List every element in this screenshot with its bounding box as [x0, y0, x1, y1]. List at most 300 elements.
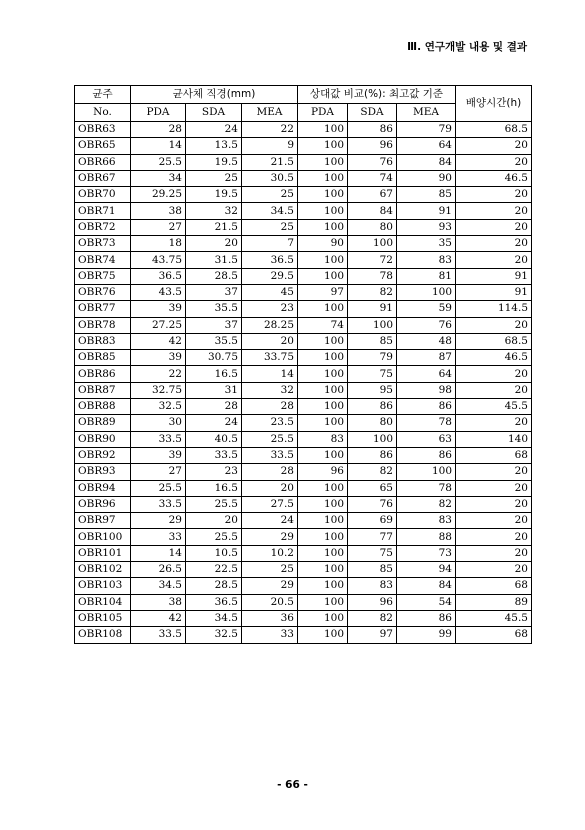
- cell-relative-mea: 64: [397, 138, 456, 154]
- cell-culture-time: 20: [456, 415, 532, 431]
- cell-culture-time: 20: [456, 317, 532, 333]
- page-number: - 66 -: [277, 779, 308, 791]
- table-row: [75, 399, 532, 415]
- header-relative-mea: MEA: [397, 104, 456, 122]
- cell-diameter-sda: 28: [186, 399, 242, 415]
- cell-diameter-pda: 30: [131, 415, 186, 431]
- header-strain-no: No.: [75, 104, 131, 122]
- cell-strain-id: OBR104: [75, 594, 131, 610]
- table-row: [75, 447, 532, 463]
- header-relative-comparison: 상대값 비교(%): 최고값 기준: [298, 86, 456, 104]
- cell-relative-sda: 75: [348, 366, 397, 382]
- cell-relative-mea: 83: [397, 513, 456, 529]
- cell-diameter-mea: 10.2: [242, 545, 298, 561]
- cell-diameter-mea: 28.25: [242, 317, 298, 333]
- cell-relative-pda: 100: [298, 578, 348, 594]
- cell-relative-mea: 48: [397, 333, 456, 349]
- table-row: [75, 252, 532, 268]
- cell-relative-sda: 79: [348, 350, 397, 366]
- header-diameter-mea: MEA: [242, 104, 298, 122]
- cell-culture-time: 20: [456, 529, 532, 545]
- cell-diameter-sda: 21.5: [186, 219, 242, 235]
- cell-diameter-sda: 25.5: [186, 496, 242, 512]
- cell-relative-pda: 100: [298, 382, 348, 398]
- cell-diameter-sda: 30.75: [186, 350, 242, 366]
- table-row: [75, 415, 532, 431]
- cell-relative-mea: 35: [397, 236, 456, 252]
- cell-relative-sda: 76: [348, 496, 397, 512]
- table-row: [75, 301, 532, 317]
- cell-diameter-pda: 34.5: [131, 578, 186, 594]
- cell-diameter-mea: 20: [242, 333, 298, 349]
- cell-strain-id: OBR72: [75, 219, 131, 235]
- cell-diameter-pda: 38: [131, 594, 186, 610]
- cell-relative-mea: 94: [397, 562, 456, 578]
- cell-relative-mea: 98: [397, 382, 456, 398]
- cell-relative-mea: 64: [397, 366, 456, 382]
- cell-culture-time: 20: [456, 513, 532, 529]
- cell-strain-id: OBR105: [75, 610, 131, 626]
- cell-relative-pda: 100: [298, 154, 348, 170]
- cell-diameter-mea: 29.5: [242, 268, 298, 284]
- cell-diameter-mea: 45: [242, 284, 298, 300]
- cell-strain-id: OBR108: [75, 627, 131, 643]
- cell-relative-mea: 90: [397, 170, 456, 186]
- cell-culture-time: 20: [456, 496, 532, 512]
- cell-relative-mea: 99: [397, 627, 456, 643]
- cell-culture-time: 45.5: [456, 610, 532, 626]
- cell-diameter-pda: 34: [131, 170, 186, 186]
- cell-diameter-sda: 25.5: [186, 529, 242, 545]
- table-row: [75, 627, 532, 643]
- cell-diameter-pda: 18: [131, 236, 186, 252]
- cell-diameter-pda: 39: [131, 350, 186, 366]
- cell-diameter-pda: 14: [131, 545, 186, 561]
- cell-strain-id: OBR100: [75, 529, 131, 545]
- cell-strain-id: OBR92: [75, 447, 131, 463]
- cell-relative-sda: 100: [348, 236, 397, 252]
- cell-culture-time: 91: [456, 284, 532, 300]
- cell-culture-time: 20: [456, 154, 532, 170]
- cell-diameter-mea: 34.5: [242, 203, 298, 219]
- cell-diameter-pda: 33: [131, 529, 186, 545]
- cell-relative-pda: 100: [298, 268, 348, 284]
- cell-diameter-mea: 32: [242, 382, 298, 398]
- cell-relative-pda: 100: [298, 138, 348, 154]
- cell-relative-pda: 100: [298, 496, 348, 512]
- cell-strain-id: OBR73: [75, 236, 131, 252]
- cell-relative-pda: 100: [298, 529, 348, 545]
- cell-relative-mea: 85: [397, 187, 456, 203]
- cell-relative-pda: 100: [298, 187, 348, 203]
- cell-diameter-mea: 33.75: [242, 350, 298, 366]
- cell-relative-sda: 91: [348, 301, 397, 317]
- cell-diameter-mea: 9: [242, 138, 298, 154]
- cell-diameter-mea: 20: [242, 480, 298, 496]
- cell-culture-time: 20: [456, 464, 532, 480]
- cell-relative-pda: 100: [298, 301, 348, 317]
- cell-relative-sda: 82: [348, 464, 397, 480]
- header-culture-time: 배양시간(h): [456, 86, 532, 122]
- cell-diameter-sda: 33.5: [186, 447, 242, 463]
- table-row: [75, 513, 532, 529]
- cell-diameter-sda: 16.5: [186, 480, 242, 496]
- cell-relative-pda: 96: [298, 464, 348, 480]
- cell-relative-mea: 88: [397, 529, 456, 545]
- cell-strain-id: OBR63: [75, 122, 131, 138]
- cell-culture-time: 68: [456, 578, 532, 594]
- cell-diameter-pda: 29: [131, 513, 186, 529]
- cell-diameter-pda: 32.75: [131, 382, 186, 398]
- cell-diameter-pda: 14: [131, 138, 186, 154]
- cell-diameter-sda: 19.5: [186, 154, 242, 170]
- cell-culture-time: 20: [456, 366, 532, 382]
- table-row: [75, 496, 532, 512]
- cell-diameter-pda: 29.25: [131, 187, 186, 203]
- cell-diameter-sda: 35.5: [186, 333, 242, 349]
- cell-diameter-pda: 25.5: [131, 154, 186, 170]
- cell-relative-mea: 76: [397, 317, 456, 333]
- cell-relative-sda: 100: [348, 431, 397, 447]
- cell-relative-mea: 59: [397, 301, 456, 317]
- cell-strain-id: OBR83: [75, 333, 131, 349]
- cell-relative-pda: 100: [298, 545, 348, 561]
- cell-diameter-mea: 33.5: [242, 447, 298, 463]
- cell-strain-id: OBR89: [75, 415, 131, 431]
- cell-diameter-mea: 25: [242, 219, 298, 235]
- table-row: [75, 464, 532, 480]
- cell-culture-time: 20: [456, 219, 532, 235]
- cell-culture-time: 46.5: [456, 350, 532, 366]
- cell-culture-time: 20: [456, 236, 532, 252]
- cell-relative-mea: 84: [397, 154, 456, 170]
- cell-diameter-sda: 23: [186, 464, 242, 480]
- cell-diameter-sda: 35.5: [186, 301, 242, 317]
- cell-diameter-pda: 43.5: [131, 284, 186, 300]
- cell-relative-pda: 100: [298, 170, 348, 186]
- cell-culture-time: 20: [456, 382, 532, 398]
- cell-relative-sda: 67: [348, 187, 397, 203]
- cell-diameter-sda: 16.5: [186, 366, 242, 382]
- table-row: [75, 333, 532, 349]
- cell-diameter-pda: 33.5: [131, 431, 186, 447]
- cell-strain-id: OBR96: [75, 496, 131, 512]
- cell-strain-id: OBR102: [75, 562, 131, 578]
- cell-relative-sda: 82: [348, 284, 397, 300]
- cell-diameter-sda: 32.5: [186, 627, 242, 643]
- cell-strain-id: OBR66: [75, 154, 131, 170]
- cell-strain-id: OBR87: [75, 382, 131, 398]
- cell-relative-mea: 100: [397, 464, 456, 480]
- cell-culture-time: 68: [456, 627, 532, 643]
- cell-culture-time: 68.5: [456, 122, 532, 138]
- table-row: [75, 219, 532, 235]
- cell-strain-id: OBR74: [75, 252, 131, 268]
- table-row: [75, 529, 532, 545]
- cell-relative-sda: 72: [348, 252, 397, 268]
- cell-culture-time: 20: [456, 480, 532, 496]
- cell-diameter-mea: 24: [242, 513, 298, 529]
- cell-diameter-pda: 33.5: [131, 627, 186, 643]
- cell-relative-pda: 83: [298, 431, 348, 447]
- table-row: [75, 187, 532, 203]
- cell-strain-id: OBR97: [75, 513, 131, 529]
- cell-diameter-pda: 42: [131, 610, 186, 626]
- cell-diameter-mea: 36.5: [242, 252, 298, 268]
- cell-relative-sda: 83: [348, 578, 397, 594]
- cell-culture-time: 68: [456, 447, 532, 463]
- cell-relative-pda: 100: [298, 480, 348, 496]
- cell-diameter-mea: 36: [242, 610, 298, 626]
- table-row: [75, 284, 532, 300]
- table-row: [75, 431, 532, 447]
- cell-relative-sda: 78: [348, 268, 397, 284]
- cell-relative-pda: 100: [298, 415, 348, 431]
- cell-relative-pda: 100: [298, 513, 348, 529]
- cell-strain-id: OBR75: [75, 268, 131, 284]
- cell-diameter-mea: 22: [242, 122, 298, 138]
- cell-diameter-sda: 31.5: [186, 252, 242, 268]
- cell-culture-time: 140: [456, 431, 532, 447]
- cell-relative-sda: 80: [348, 415, 397, 431]
- cell-relative-sda: 80: [348, 219, 397, 235]
- cell-diameter-sda: 19.5: [186, 187, 242, 203]
- cell-relative-sda: 100: [348, 317, 397, 333]
- table-row: [75, 170, 532, 186]
- cell-relative-mea: 63: [397, 431, 456, 447]
- cell-diameter-mea: 29: [242, 529, 298, 545]
- cell-relative-mea: 86: [397, 610, 456, 626]
- cell-culture-time: 20: [456, 138, 532, 154]
- cell-relative-sda: 86: [348, 122, 397, 138]
- cell-diameter-pda: 39: [131, 301, 186, 317]
- cell-relative-pda: 100: [298, 594, 348, 610]
- table-row: [75, 236, 532, 252]
- cell-relative-pda: 100: [298, 562, 348, 578]
- cell-diameter-mea: 27.5: [242, 496, 298, 512]
- cell-diameter-pda: 32.5: [131, 399, 186, 415]
- cell-diameter-pda: 38: [131, 203, 186, 219]
- cell-diameter-pda: 33.5: [131, 496, 186, 512]
- cell-diameter-sda: 28.5: [186, 578, 242, 594]
- cell-strain-id: OBR101: [75, 545, 131, 561]
- running-header: Ⅲ. 연구개발 내용 및 결과: [407, 41, 527, 53]
- header-mycelium-diameter: 균사체 직경(mm): [131, 86, 298, 104]
- cell-relative-pda: 97: [298, 284, 348, 300]
- cell-diameter-pda: 42: [131, 333, 186, 349]
- table-row: [75, 578, 532, 594]
- cell-relative-mea: 79: [397, 122, 456, 138]
- cell-relative-pda: 100: [298, 366, 348, 382]
- cell-diameter-mea: 23.5: [242, 415, 298, 431]
- cell-diameter-sda: 24: [186, 415, 242, 431]
- cell-relative-sda: 86: [348, 399, 397, 415]
- cell-diameter-sda: 10.5: [186, 545, 242, 561]
- cell-strain-id: OBR103: [75, 578, 131, 594]
- cell-diameter-sda: 34.5: [186, 610, 242, 626]
- cell-relative-sda: 69: [348, 513, 397, 529]
- cell-diameter-pda: 27: [131, 464, 186, 480]
- cell-relative-mea: 86: [397, 447, 456, 463]
- table-row: [75, 122, 532, 138]
- cell-diameter-mea: 30.5: [242, 170, 298, 186]
- cell-strain-id: OBR78: [75, 317, 131, 333]
- table-row: [75, 138, 532, 154]
- cell-relative-mea: 73: [397, 545, 456, 561]
- cell-diameter-mea: 7: [242, 236, 298, 252]
- cell-strain-id: OBR70: [75, 187, 131, 203]
- cell-relative-sda: 76: [348, 154, 397, 170]
- cell-relative-sda: 96: [348, 138, 397, 154]
- cell-diameter-sda: 32: [186, 203, 242, 219]
- cell-culture-time: 20: [456, 187, 532, 203]
- header-diameter-pda: PDA: [131, 104, 186, 122]
- cell-diameter-mea: 28: [242, 399, 298, 415]
- cell-relative-mea: 91: [397, 203, 456, 219]
- cell-relative-sda: 77: [348, 529, 397, 545]
- table-row: [75, 610, 532, 626]
- cell-culture-time: 89: [456, 594, 532, 610]
- cell-diameter-mea: 29: [242, 578, 298, 594]
- header-strain: 균주: [75, 86, 131, 104]
- cell-culture-time: 20: [456, 203, 532, 219]
- cell-culture-time: 68.5: [456, 333, 532, 349]
- cell-diameter-pda: 43.75: [131, 252, 186, 268]
- cell-relative-mea: 100: [397, 284, 456, 300]
- cell-strain-id: OBR67: [75, 170, 131, 186]
- cell-diameter-pda: 27: [131, 219, 186, 235]
- cell-relative-sda: 95: [348, 382, 397, 398]
- cell-diameter-pda: 28: [131, 122, 186, 138]
- cell-strain-id: OBR94: [75, 480, 131, 496]
- cell-diameter-pda: 27.25: [131, 317, 186, 333]
- cell-relative-sda: 74: [348, 170, 397, 186]
- cell-diameter-mea: 33: [242, 627, 298, 643]
- cell-diameter-pda: 22: [131, 366, 186, 382]
- cell-relative-sda: 86: [348, 447, 397, 463]
- cell-relative-mea: 87: [397, 350, 456, 366]
- cell-diameter-sda: 13.5: [186, 138, 242, 154]
- cell-culture-time: 114.5: [456, 301, 532, 317]
- cell-relative-pda: 90: [298, 236, 348, 252]
- table-row: [75, 268, 532, 284]
- cell-diameter-sda: 40.5: [186, 431, 242, 447]
- table-row: [75, 480, 532, 496]
- cell-relative-sda: 82: [348, 610, 397, 626]
- cell-strain-id: OBR93: [75, 464, 131, 480]
- cell-relative-sda: 84: [348, 203, 397, 219]
- cell-diameter-mea: 21.5: [242, 154, 298, 170]
- table-row: [75, 366, 532, 382]
- cell-diameter-sda: 37: [186, 317, 242, 333]
- cell-diameter-mea: 25: [242, 187, 298, 203]
- cell-culture-time: 46.5: [456, 170, 532, 186]
- cell-strain-id: OBR76: [75, 284, 131, 300]
- cell-strain-id: OBR88: [75, 399, 131, 415]
- table-row: [75, 382, 532, 398]
- cell-relative-pda: 100: [298, 122, 348, 138]
- table-row: [75, 545, 532, 561]
- cell-diameter-sda: 25: [186, 170, 242, 186]
- cell-diameter-sda: 37: [186, 284, 242, 300]
- cell-relative-mea: 81: [397, 268, 456, 284]
- cell-diameter-sda: 20: [186, 513, 242, 529]
- table-row: [75, 562, 532, 578]
- cell-diameter-mea: 25: [242, 562, 298, 578]
- table-body: [75, 122, 532, 644]
- cell-strain-id: OBR65: [75, 138, 131, 154]
- cell-strain-id: OBR86: [75, 366, 131, 382]
- cell-diameter-pda: 25.5: [131, 480, 186, 496]
- cell-culture-time: 20: [456, 252, 532, 268]
- header-diameter-sda: SDA: [186, 104, 242, 122]
- cell-diameter-sda: 22.5: [186, 562, 242, 578]
- cell-diameter-mea: 28: [242, 464, 298, 480]
- cell-relative-sda: 85: [348, 333, 397, 349]
- table-row: [75, 350, 532, 366]
- mycelium-diameter-table: [74, 85, 532, 644]
- table-row: [75, 154, 532, 170]
- cell-relative-sda: 85: [348, 562, 397, 578]
- cell-diameter-pda: 36.5: [131, 268, 186, 284]
- cell-relative-sda: 97: [348, 627, 397, 643]
- cell-strain-id: OBR77: [75, 301, 131, 317]
- cell-relative-pda: 100: [298, 399, 348, 415]
- cell-culture-time: 20: [456, 545, 532, 561]
- cell-relative-pda: 100: [298, 252, 348, 268]
- cell-relative-pda: 100: [298, 333, 348, 349]
- cell-diameter-pda: 39: [131, 447, 186, 463]
- cell-strain-id: OBR90: [75, 431, 131, 447]
- cell-relative-pda: 100: [298, 627, 348, 643]
- cell-culture-time: 45.5: [456, 399, 532, 415]
- table-row: [75, 594, 532, 610]
- cell-diameter-sda: 31: [186, 382, 242, 398]
- cell-diameter-mea: 23: [242, 301, 298, 317]
- cell-diameter-mea: 25.5: [242, 431, 298, 447]
- cell-relative-pda: 100: [298, 610, 348, 626]
- cell-culture-time: 20: [456, 562, 532, 578]
- cell-relative-mea: 83: [397, 252, 456, 268]
- cell-diameter-mea: 20.5: [242, 594, 298, 610]
- cell-relative-mea: 78: [397, 480, 456, 496]
- cell-relative-sda: 75: [348, 545, 397, 561]
- cell-relative-mea: 93: [397, 219, 456, 235]
- cell-diameter-sda: 20: [186, 236, 242, 252]
- cell-diameter-sda: 36.5: [186, 594, 242, 610]
- cell-relative-pda: 100: [298, 447, 348, 463]
- cell-relative-pda: 100: [298, 219, 348, 235]
- cell-relative-sda: 96: [348, 594, 397, 610]
- cell-relative-pda: 100: [298, 203, 348, 219]
- cell-relative-pda: 100: [298, 350, 348, 366]
- table-row: [75, 317, 532, 333]
- cell-strain-id: OBR85: [75, 350, 131, 366]
- header-relative-sda: SDA: [348, 104, 397, 122]
- cell-relative-sda: 65: [348, 480, 397, 496]
- cell-diameter-pda: 26.5: [131, 562, 186, 578]
- cell-diameter-sda: 24: [186, 122, 242, 138]
- cell-relative-mea: 86: [397, 399, 456, 415]
- cell-relative-mea: 82: [397, 496, 456, 512]
- cell-culture-time: 91: [456, 268, 532, 284]
- cell-relative-mea: 54: [397, 594, 456, 610]
- table-row: [75, 203, 532, 219]
- cell-diameter-sda: 28.5: [186, 268, 242, 284]
- cell-relative-mea: 84: [397, 578, 456, 594]
- header-relative-pda: PDA: [298, 104, 348, 122]
- cell-relative-mea: 78: [397, 415, 456, 431]
